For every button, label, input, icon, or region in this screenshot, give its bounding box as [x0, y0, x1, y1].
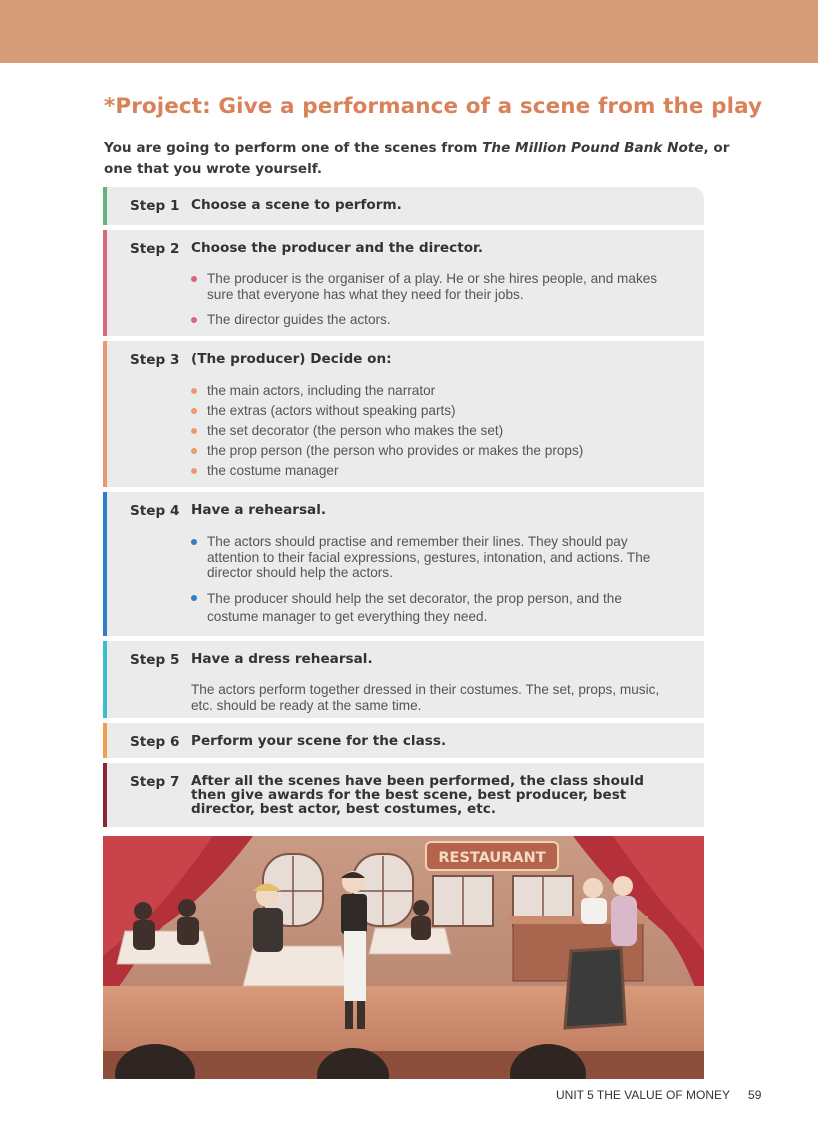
restaurant-sign: RESTAURANT — [438, 850, 546, 866]
intro-after: , or one that you wrote yourself. — [104, 140, 730, 177]
bullet-dot-icon — [191, 408, 197, 414]
bullet-dot-icon — [191, 539, 197, 545]
step-6-heading: Perform your scene for the class. — [191, 733, 447, 749]
page-footer — [556, 1088, 761, 1102]
list-item: the prop person (the person who provides or makes the props) — [191, 443, 691, 459]
step-4-number: Step 4 — [130, 503, 180, 519]
step-7-number: Step 7 — [130, 774, 180, 790]
list-item: The producer should help the set decorator, the prop person, and the costume manager to get everything they need. — [191, 590, 661, 626]
step-5-box — [103, 641, 704, 718]
step-5-number: Step 5 — [130, 652, 180, 668]
page-number: 59 — [748, 1088, 762, 1102]
step-7-box — [103, 763, 704, 827]
list-item: the costume manager — [191, 463, 691, 479]
bullet-dot-icon — [191, 388, 197, 394]
step-3-bullets — [191, 383, 691, 479]
play-title: The Million Pound Bank Note — [482, 140, 704, 156]
restaurant-illustration — [103, 836, 704, 1079]
step-4-heading: Have a rehearsal. — [191, 502, 327, 518]
restaurant-scene-image — [103, 836, 704, 1079]
step-2-number: Step 2 — [130, 241, 180, 257]
step-1-heading: Choose a scene to perform. — [191, 197, 402, 213]
page-title: *Project: Give a performance of a scene from the play — [104, 94, 763, 119]
list-item: the set decorator (the person who makes the set) — [191, 423, 691, 439]
top-color-band — [0, 0, 818, 63]
step-3-box — [103, 341, 704, 487]
bullet-dot-icon — [191, 317, 197, 323]
list-item: the main actors, including the narrator — [191, 383, 691, 399]
bullet-dot-icon — [191, 595, 197, 601]
step-2-heading: Choose the producer and the director. — [191, 240, 483, 256]
step-1-box — [103, 187, 704, 225]
step-6-box — [103, 723, 704, 758]
bullet-dot-icon — [191, 468, 197, 474]
step-3-heading: (The producer) Decide on: — [191, 351, 392, 367]
step-4-bullets — [191, 534, 661, 626]
bullet-dot-icon — [191, 448, 197, 454]
step-6-number: Step 6 — [130, 734, 180, 750]
step-5-text: The actors perform together dressed in their costumes. The set, props, music, etc. should be ready at the same time. — [191, 682, 660, 713]
list-item: The producer is the organiser of a play. He or she hires people, and makes sure that everyone has what they need for their jobs. — [191, 271, 681, 302]
intro-text — [104, 138, 744, 180]
bullet-dot-icon — [191, 428, 197, 434]
intro-before: You are going to perform one of the scenes from — [104, 140, 483, 156]
unit-label: UNIT 5 THE VALUE OF MONEY — [556, 1088, 731, 1102]
step-4-box — [103, 492, 704, 636]
list-item: the extras (actors without speaking parts) — [191, 403, 691, 419]
step-7-heading: After all the scenes have been performed, the class should then give awards for the best scene, best producer, best director, best actor, best costumes, etc. — [191, 773, 645, 817]
step-5-heading: Have a dress rehearsal. — [191, 651, 373, 667]
bullet-dot-icon — [191, 276, 197, 282]
step-2-box — [103, 230, 704, 336]
list-item: The actors should practise and remember their lines. They should pay attention to their facial expressions, gestures, intonation, and actions. The director should help the actors. — [191, 534, 661, 581]
list-item: The director guides the actors. — [191, 312, 681, 328]
step-3-number: Step 3 — [130, 352, 180, 368]
step-1-number: Step 1 — [130, 198, 180, 214]
step-2-bullets — [191, 271, 681, 328]
